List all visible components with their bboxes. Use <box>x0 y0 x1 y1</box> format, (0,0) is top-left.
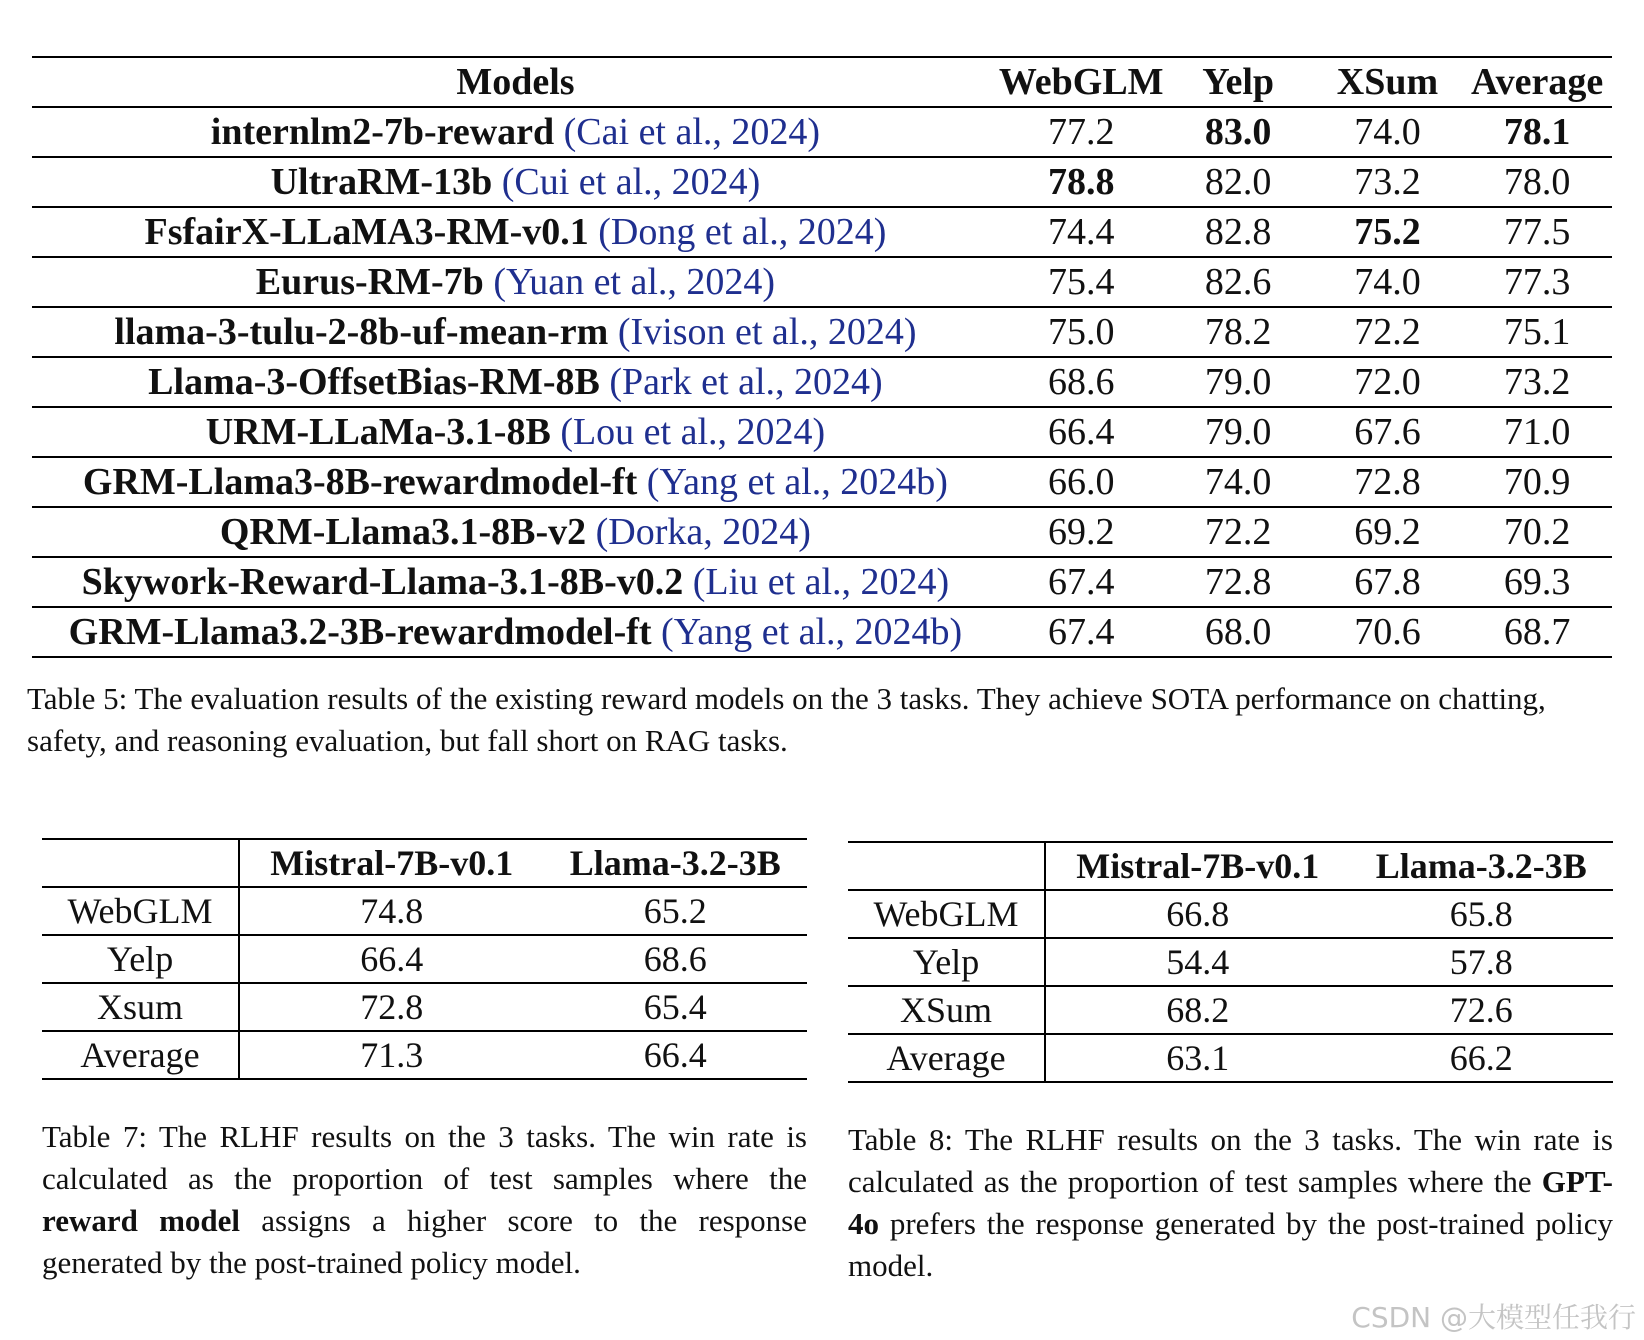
model-name: llama-3-tulu-2-8b-uf-mean-rm <box>114 311 609 353</box>
table-7 <box>42 838 807 1080</box>
xsum-cell: 72.0 <box>1354 361 1421 403</box>
average-cell: 70.2 <box>1503 511 1571 553</box>
average-cell: 78.0 <box>1503 161 1571 203</box>
citation-link[interactable]: (Dorka, 2024) <box>595 511 811 553</box>
xsum-cell: 72.2 <box>1354 311 1421 353</box>
table-row <box>32 157 1612 207</box>
row-label: XSum <box>848 986 1045 1034</box>
llama-cell: 68.6 <box>643 939 707 979</box>
llama-cell: 57.8 <box>1449 942 1513 982</box>
model-name: UltraRM-13b <box>270 161 493 203</box>
mistral-cell: 74.8 <box>360 891 424 931</box>
yelp-cell: 78.2 <box>1204 311 1272 353</box>
average-cell: 73.2 <box>1503 361 1571 403</box>
table-row <box>42 1031 807 1079</box>
yelp-cell: 83.0 <box>1204 111 1272 153</box>
caption-text: assigns a higher score to the response generated by the post-trained policy model. <box>42 1203 807 1280</box>
table-row <box>32 607 1612 657</box>
model-name: GRM-Llama3.2-3B-rewardmodel-ft <box>68 611 652 653</box>
table-header-row <box>848 842 1613 890</box>
webglm-cell: 67.4 <box>1047 611 1115 653</box>
xsum-cell: 75.2 <box>1354 211 1421 253</box>
table-row <box>32 357 1612 407</box>
llama-cell: 66.2 <box>1449 1038 1513 1078</box>
table-row <box>32 507 1612 557</box>
average-cell: 77.3 <box>1503 261 1571 303</box>
table-row <box>32 257 1612 307</box>
caption-text: Table 7: The RLHF results on the 3 tasks. The win rate is calculated as the proportion of test samples where the <box>42 1119 807 1196</box>
caption-emphasis: reward model <box>42 1203 241 1238</box>
webglm-cell: 66.4 <box>1047 411 1115 453</box>
row-label: Yelp <box>848 938 1045 986</box>
model-cell <box>32 607 999 657</box>
yelp-cell: 82.0 <box>1204 161 1272 203</box>
table-8 <box>848 841 1613 1083</box>
model-cell <box>32 457 999 507</box>
table-row <box>848 986 1613 1034</box>
citation-link[interactable]: (Dong et al., 2024) <box>598 211 887 253</box>
table-5-caption: Table 5: The evaluation results of the existing reward models on the 3 tasks. They achieve SOTA performance on chatting, safety, and reasoning evaluation, but fall short on RAG tasks. <box>27 681 1546 758</box>
mistral-cell: 66.4 <box>360 939 424 979</box>
model-cell <box>32 257 999 307</box>
table-row <box>32 557 1612 607</box>
webglm-cell: 78.8 <box>1047 161 1115 203</box>
model-name: internlm2-7b-reward <box>210 111 555 153</box>
mistral-cell: 63.1 <box>1166 1038 1230 1078</box>
citation-link[interactable]: (Yang et al., 2024b) <box>646 461 948 503</box>
yelp-cell: 82.8 <box>1204 211 1272 253</box>
table-header-row <box>32 57 1612 107</box>
table-row <box>42 887 807 935</box>
yelp-cell: 79.0 <box>1204 361 1272 403</box>
table-row <box>42 983 807 1031</box>
average-cell: 68.7 <box>1503 611 1571 653</box>
xsum-cell: 72.8 <box>1354 461 1421 503</box>
citation-link[interactable]: (Lou et al., 2024) <box>560 411 826 453</box>
citation-link[interactable]: (Cui et al., 2024) <box>501 161 761 203</box>
header-average: Average <box>1470 61 1604 103</box>
model-cell <box>32 507 999 557</box>
llama-cell: 65.2 <box>643 891 707 931</box>
yelp-cell: 79.0 <box>1204 411 1272 453</box>
webglm-cell: 75.4 <box>1047 261 1115 303</box>
citation-link[interactable]: (Cai et al., 2024) <box>563 111 821 153</box>
table-header-row <box>42 839 807 887</box>
webglm-cell: 77.2 <box>1047 111 1115 153</box>
yelp-cell: 72.2 <box>1204 511 1272 553</box>
model-name: FsfairX-LLaMA3-RM-v0.1 <box>144 211 589 253</box>
model-cell <box>32 407 999 457</box>
table-row <box>32 107 1612 157</box>
model-cell <box>32 107 999 157</box>
model-name: Eurus-RM-7b <box>255 261 484 303</box>
xsum-cell: 70.6 <box>1354 611 1421 653</box>
mistral-cell: 54.4 <box>1166 942 1230 982</box>
llama-cell: 66.4 <box>643 1035 707 1075</box>
webglm-cell: 66.0 <box>1047 461 1115 503</box>
webglm-cell: 67.4 <box>1047 561 1115 603</box>
row-label: WebGLM <box>42 887 239 935</box>
caption-emphasis: GPT-4o <box>848 1164 1613 1241</box>
citation-link[interactable]: (Yang et al., 2024b) <box>661 611 963 653</box>
header-yelp: Yelp <box>1202 61 1275 103</box>
row-label: Average <box>848 1034 1045 1082</box>
citation-link[interactable]: (Park et al., 2024) <box>609 361 883 403</box>
table-row <box>848 890 1613 938</box>
xsum-cell: 73.2 <box>1354 161 1421 203</box>
table-row <box>848 1034 1613 1082</box>
yelp-cell: 68.0 <box>1204 611 1272 653</box>
mistral-cell: 72.8 <box>360 987 424 1027</box>
header-llama: Llama-3.2-3B <box>1375 846 1587 886</box>
model-cell <box>32 157 999 207</box>
yelp-cell: 72.8 <box>1204 561 1272 603</box>
xsum-cell: 67.8 <box>1354 561 1421 603</box>
xsum-cell: 69.2 <box>1354 511 1421 553</box>
average-cell: 70.9 <box>1503 461 1571 503</box>
citation-link[interactable]: (Ivison et al., 2024) <box>617 311 917 353</box>
model-name: Skywork-Reward-Llama-3.1-8B-v0.2 <box>81 561 684 603</box>
model-cell <box>32 557 999 607</box>
table-7-caption <box>42 1116 807 1284</box>
webglm-cell: 74.4 <box>1047 211 1115 253</box>
header-mistral: Mistral-7B-v0.1 <box>270 843 514 883</box>
header-models: Models <box>456 61 575 103</box>
average-cell: 75.1 <box>1503 311 1571 353</box>
llama-cell: 65.8 <box>1449 894 1513 934</box>
model-name: QRM-Llama3.1-8B-v2 <box>219 511 587 553</box>
header-empty <box>42 839 239 887</box>
header-llama: Llama-3.2-3B <box>569 843 781 883</box>
citation-link[interactable]: (Yuan et al., 2024) <box>493 261 776 303</box>
citation-link[interactable]: (Liu et al., 2024) <box>692 561 950 603</box>
yelp-cell: 74.0 <box>1204 461 1272 503</box>
mistral-cell: 68.2 <box>1166 990 1230 1030</box>
model-name: Llama-3-OffsetBias-RM-8B <box>148 361 600 403</box>
llama-cell: 72.6 <box>1449 990 1513 1030</box>
table-row <box>32 207 1612 257</box>
table-row <box>32 307 1612 357</box>
table-row <box>42 935 807 983</box>
average-cell: 78.1 <box>1503 111 1571 153</box>
model-cell <box>32 307 999 357</box>
model-name: URM-LLaMa-3.1-8B <box>205 411 551 453</box>
xsum-cell: 74.0 <box>1354 261 1421 303</box>
header-xsum: XSum <box>1336 61 1439 103</box>
mistral-cell: 66.8 <box>1166 894 1230 934</box>
xsum-cell: 67.6 <box>1354 411 1421 453</box>
header-mistral: Mistral-7B-v0.1 <box>1076 846 1320 886</box>
table-5 <box>32 56 1612 658</box>
webglm-cell: 69.2 <box>1047 511 1115 553</box>
table-row <box>32 457 1612 507</box>
caption-text: prefers the response generated by the post-trained policy model. <box>848 1206 1613 1283</box>
average-cell: 71.0 <box>1503 411 1571 453</box>
header-webglm: WebGLM <box>998 61 1164 103</box>
table-8-caption <box>848 1119 1613 1287</box>
row-label: Yelp <box>42 935 239 983</box>
average-cell: 69.3 <box>1503 561 1571 603</box>
model-name: GRM-Llama3-8B-rewardmodel-ft <box>82 461 638 503</box>
watermark: CSDN @大模型任我行 <box>1351 1301 1636 1334</box>
mistral-cell: 71.3 <box>360 1035 424 1075</box>
model-cell <box>32 207 999 257</box>
table-row <box>32 407 1612 457</box>
row-label: WebGLM <box>848 890 1045 938</box>
table-row <box>848 938 1613 986</box>
yelp-cell: 82.6 <box>1204 261 1272 303</box>
row-label: Average <box>42 1031 239 1079</box>
llama-cell: 65.4 <box>643 987 707 1027</box>
row-label: Xsum <box>42 983 239 1031</box>
webglm-cell: 68.6 <box>1047 361 1115 403</box>
model-cell <box>32 357 999 407</box>
xsum-cell: 74.0 <box>1354 111 1421 153</box>
average-cell: 77.5 <box>1503 211 1571 253</box>
caption-text: Table 8: The RLHF results on the 3 tasks. The win rate is calculated as the proportion of test samples where the <box>848 1122 1613 1199</box>
header-empty <box>848 842 1045 890</box>
webglm-cell: 75.0 <box>1047 311 1115 353</box>
